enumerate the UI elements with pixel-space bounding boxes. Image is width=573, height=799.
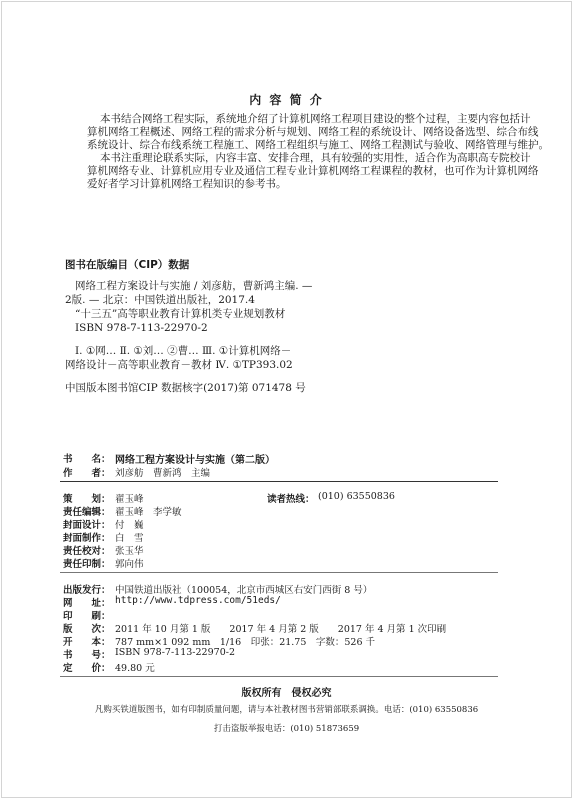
website-label: 网 址： — [63, 598, 111, 609]
piracy-hotline: 打击盗版举报电话：(010) 51873659 — [213, 724, 360, 734]
price-label: 定 价： — [63, 663, 111, 674]
print-supervisor-value: 郭向伟 — [115, 559, 144, 570]
edition-value: 2011 年 10 月第 1 版 2017 年 4 月第 2 版 2017 年 4 月第 1 次印刷 — [115, 624, 447, 635]
hotline-label: 读者热线： — [267, 494, 315, 505]
cover-make-value: 白 雪 — [115, 533, 144, 544]
edition-label: 版 次： — [63, 624, 111, 635]
cover-design-value: 付 巍 — [115, 520, 144, 531]
cip-line: Ⅰ. ①网… Ⅱ. ①刘… ②曹… Ⅲ. ①计算机网络－ — [75, 345, 292, 357]
summary-line: 本书注重理论联系实际，内容丰富、安排合理，具有较强的实用性，适合作为高职高专院校计 — [100, 152, 531, 164]
divider — [60, 572, 498, 573]
summary-line: 爱好者学习计算机网络工程知识的参考书。 — [87, 178, 287, 190]
cover-make-label: 封面制作： — [63, 533, 111, 544]
website-value: http://www.tdpress.com/51eds/ — [115, 595, 281, 606]
summary-line: 算机网络工程概述、网络工程的需求分析与规划、网络工程的系统设计、网络设备选型、综合布线 — [87, 126, 539, 138]
isbn-value: ISBN 978-7-113-22970-2 — [115, 647, 235, 658]
author-value: 刘彦舫 曹新鸿 主编 — [115, 468, 211, 479]
book-title-value: 网络工程方案设计与实施（第二版） — [115, 455, 275, 466]
summary-line: 算机网络专业、计算机应用专业及通信工程专业计算机网络工程课程的教材，也可作为计算机网络 — [87, 165, 539, 177]
print-supervisor-label: 责任印制： — [63, 559, 111, 570]
cip-heading: 图书在版编目（CIP）数据 — [65, 259, 190, 271]
summary-title: 内 容 简 介 — [249, 93, 324, 107]
book-title-label: 书 名： — [63, 454, 111, 465]
format-value: 787 mm×1 092 mm 1/16 印张：21.75 字数：526 千 — [115, 637, 376, 648]
cover-design-label: 封面设计： — [63, 520, 111, 531]
rights-note: 凡购买铁道版图书，如有印制质量问题，请与本社教材图书营销部联系调换。电话：(010) 63550836 — [94, 705, 479, 715]
divider — [60, 481, 498, 482]
cip-line: ISBN 978-7-113-22970-2 — [75, 322, 208, 334]
hotline-value: (010) 63550836 — [318, 491, 395, 502]
planner-label: 策 划： — [63, 494, 111, 505]
summary-line: 本书结合网络工程实际，系统地介绍了计算机网络工程项目建设的整个过程，主要内容包括计 — [100, 113, 531, 125]
cip-line: “十三五”高等职业教育计算机类专业规划教材 — [75, 308, 286, 320]
planner-value: 翟玉峰 — [115, 494, 144, 505]
proofreader-value: 张玉华 — [115, 546, 144, 557]
cip-line: 网络设计－高等职业教育－教材 Ⅳ. ①TP393.02 — [65, 359, 293, 371]
editor-label: 责任编辑： — [63, 507, 111, 518]
publisher-label: 出版发行： — [63, 585, 111, 596]
cip-line: 中国版本图书馆CIP 数据核字(2017)第 071478 号 — [65, 382, 306, 394]
author-label: 作 者： — [63, 468, 111, 479]
editor-value: 翟玉峰 李学敏 — [115, 507, 182, 518]
price-value: 49.80 元 — [115, 663, 155, 674]
divider — [60, 676, 498, 677]
summary-line: 系统设计、综合布线系统工程施工、网络工程组织与施工、网络工程测试与验收、网络管理与维护。 — [87, 139, 549, 151]
format-label: 开 本： — [63, 637, 111, 648]
proofreader-label: 责任校对： — [63, 546, 111, 557]
publisher-value: 中国铁道出版社（100054，北京市西城区右安门西街 8 号） — [115, 585, 373, 596]
cip-line: 2版. — 北京：中国铁道出版社，2017.4 — [65, 294, 255, 306]
rights-title: 版权所有 侵权必究 — [241, 688, 332, 699]
isbn-label: 书 号： — [63, 650, 111, 661]
cip-line: 网络工程方案设计与实施 / 刘彦舫，曹新鸿主编. — — [75, 280, 313, 292]
printer-label: 印 刷： — [63, 611, 111, 622]
